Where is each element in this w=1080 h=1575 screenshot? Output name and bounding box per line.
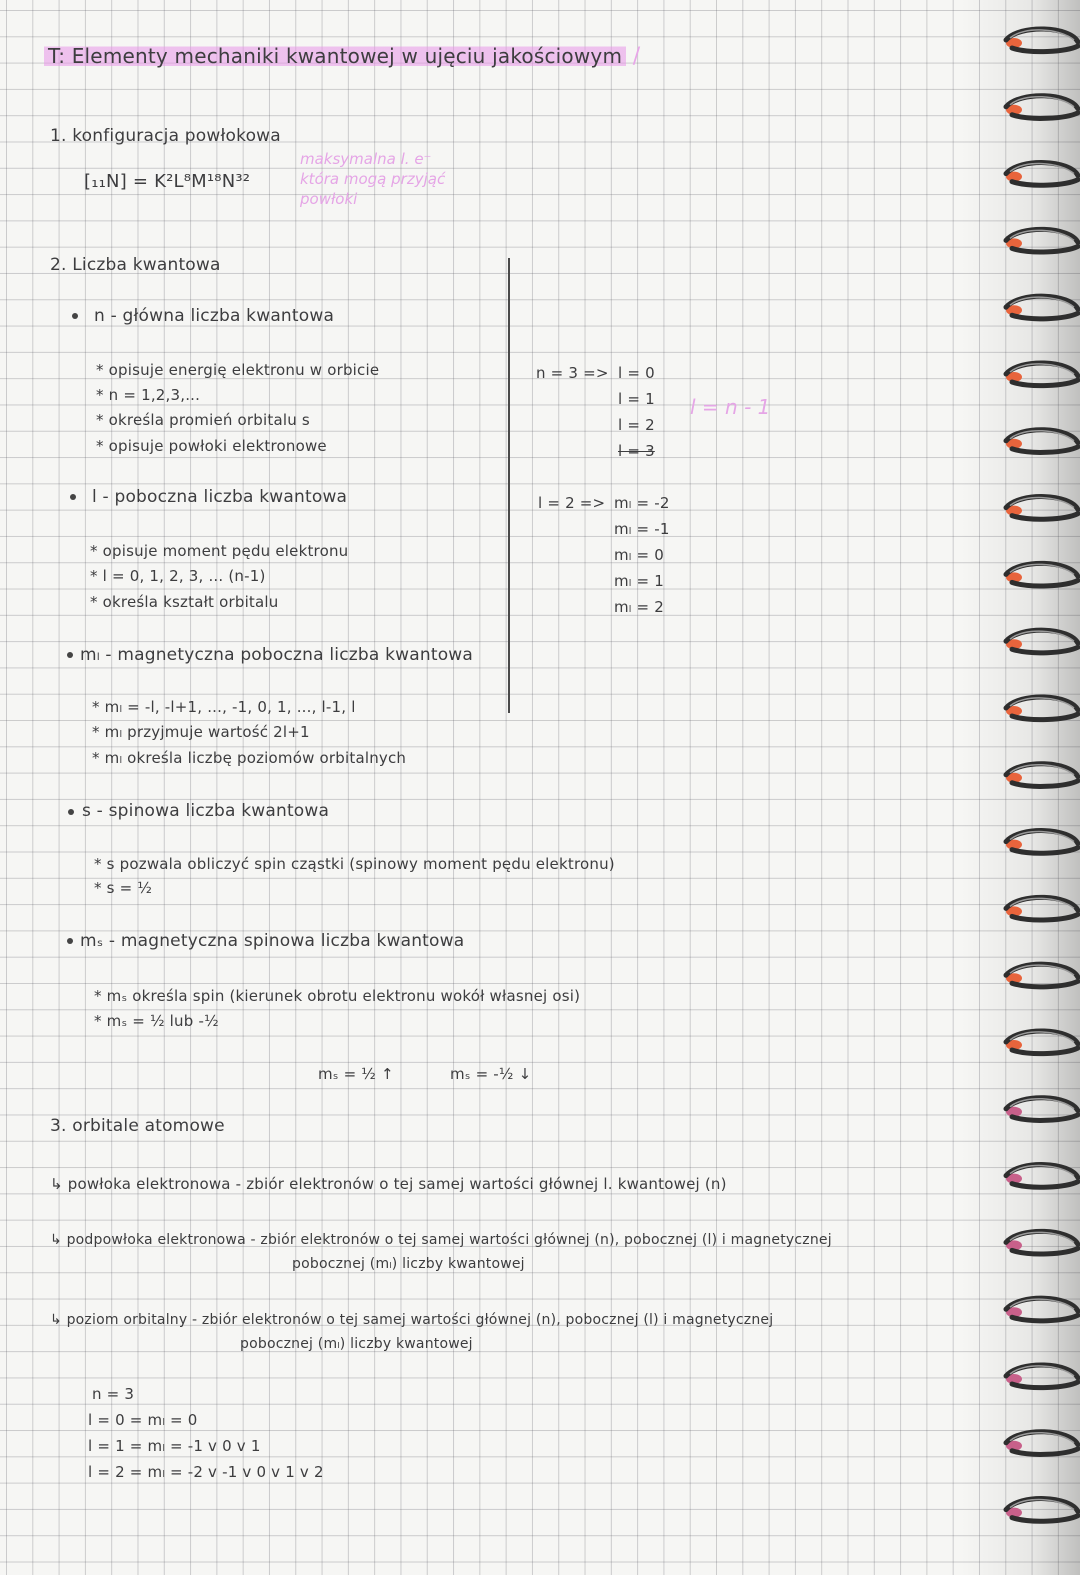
page-title [44, 46, 640, 67]
ms-item-1: * mₛ określa spin (kierunek obrotu elektronu wokół własnej osi) [94, 987, 581, 1005]
example-l0: l = 0 = mₗ = 0 [88, 1411, 198, 1429]
side-l-value-0: l = 0 [618, 364, 655, 382]
n-item-3: * określa promień orbitalu s [96, 411, 310, 429]
s-item-2: * s = ½ [94, 879, 153, 897]
section-1-heading: 1. konfiguracja powłokowa [50, 126, 281, 146]
n-item-4: * opisuje powłoki elektronowe [96, 437, 327, 455]
side-l-equals: l = 2 => [538, 494, 606, 512]
ml-item-3: * mₗ określa liczbę poziomów orbitalnych [92, 749, 407, 767]
bullet-n [72, 313, 78, 319]
shell-configuration-formula: [₁₁N] = K²L⁸M¹⁸N³² [84, 171, 251, 192]
spiral-binding [1000, 0, 1080, 1575]
definition-shell: ↳ powłoka elektronowa - zbiór elektronów o tej samej wartości głównej l. kwantowej (n) [50, 1175, 727, 1193]
s-heading: s - spinowa liczba kwantowa [82, 801, 330, 821]
bullet-s [68, 809, 74, 815]
side-l-value-3-crossed: l = 3 [618, 442, 655, 460]
bullet-ms [67, 938, 73, 944]
definition-orbital-level-line-1: ↳ poziom orbitalny - zbiór elektronów o tej samej wartości głównej (n), pobocznej (l) i magnetycznej [50, 1312, 774, 1328]
s-item-1: * s pozwala obliczyć spin cząstki (spinowy moment pędu elektronu) [94, 855, 615, 873]
side-ml-value-2: mₗ = -1 [614, 520, 670, 538]
definition-subshell-line-1: ↳ podpowłoka elektronowa - zbiór elektronów o tej samej wartości głównej (n), pobocznej (l) i magnetycznej [50, 1232, 832, 1248]
side-l-value-2: l = 2 [618, 416, 655, 434]
max-electrons-note-2: która mogą przyjąć [300, 170, 446, 188]
l-item-1: * opisuje moment pędu elektronu [90, 542, 349, 560]
section-3-heading: 3. orbitale atomowe [50, 1116, 225, 1136]
title-slash-mark: / [632, 44, 641, 69]
ms-spin-up: mₛ = ½ ↑ [318, 1065, 394, 1083]
side-n-equals: n = 3 => [536, 364, 609, 382]
side-l-value-1: l = 1 [618, 390, 655, 408]
title-text: T: Elementy mechaniki kwantowej w ujęciu jakościowym [44, 44, 626, 68]
side-ml-value-4: mₗ = 1 [614, 572, 664, 590]
example-l1: l = 1 = mₗ = -1 v 0 v 1 [88, 1437, 261, 1455]
l-item-2: * l = 0, 1, 2, 3, ... (n-1) [90, 567, 266, 585]
side-ml-value-5: mₗ = 2 [614, 598, 664, 616]
n-heading: n - główna liczba kwantowa [94, 306, 335, 326]
section-2-heading: 2. Liczba kwantowa [50, 255, 221, 275]
ml-heading: mₗ - magnetyczna poboczna liczba kwantowa [80, 645, 474, 665]
definition-orbital-level-line-2: pobocznej (mₗ) liczby kwantowej [240, 1336, 473, 1352]
ms-item-2: * mₛ = ½ lub -½ [94, 1012, 219, 1030]
ml-item-1: * mₗ = -l, -l+1, ..., -1, 0, 1, ..., l-1, l [92, 698, 356, 716]
bullet-ml [67, 652, 73, 658]
ms-heading: mₛ - magnetyczna spinowa liczba kwantowa [80, 931, 465, 951]
bullet-l [70, 494, 76, 500]
side-l-rule-note: l = n - 1 [690, 395, 771, 419]
max-electrons-note-3: powłoki [300, 190, 358, 208]
l-item-3: * określa kształt orbitalu [90, 593, 279, 611]
ms-spin-down: mₛ = -½ ↓ [450, 1065, 532, 1083]
definition-subshell-line-2: pobocznej (mₗ) liczby kwantowej [292, 1256, 525, 1272]
ml-item-2: * mₗ przyjmuje wartość 2l+1 [92, 723, 310, 741]
max-electrons-note-1: maksymalna l. e⁻ [300, 150, 432, 168]
example-l2: l = 2 = mₗ = -2 v -1 v 0 v 1 v 2 [88, 1463, 324, 1481]
example-n: n = 3 [92, 1385, 135, 1403]
n-item-2: * n = 1,2,3,... [96, 386, 201, 404]
l-heading: l - poboczna liczba kwantowa [92, 487, 348, 507]
side-ml-value-3: mₗ = 0 [614, 546, 664, 564]
side-ml-value-1: mₗ = -2 [614, 494, 670, 512]
n-item-1: * opisuje energię elektronu w orbicie [96, 361, 380, 379]
column-divider-line [508, 258, 510, 713]
